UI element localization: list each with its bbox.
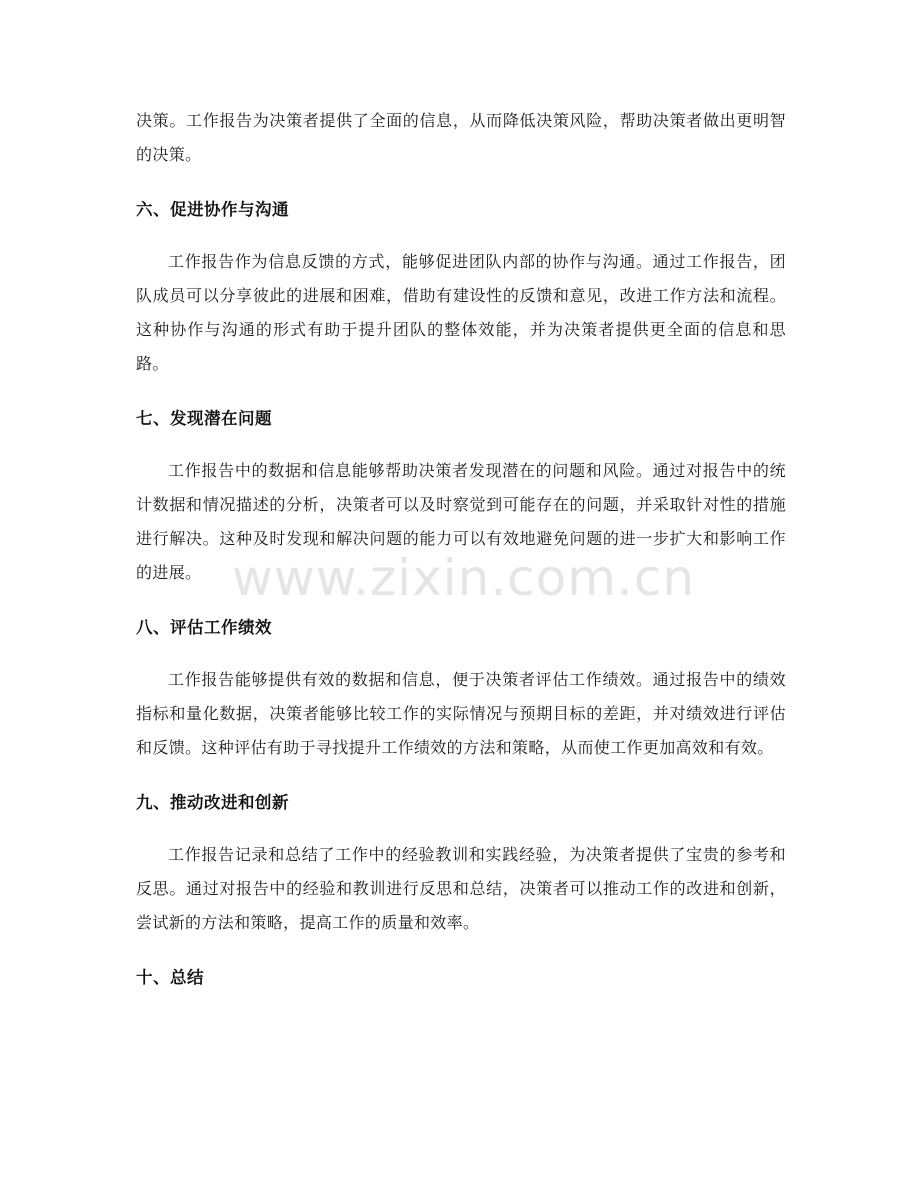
section-paragraph-9: 工作报告记录和总结了工作中的经验教训和实践经验，为决策者提供了宝贵的参考和反思。通过对报告中的经验和教训进行反思和总结，决策者可以推动工作的改进和创新，尝试新的方法和策略，提高工作的质量和效率。	[136, 845, 786, 932]
section-paragraph-6: 工作报告作为信息反馈的方式，能够促进团队内部的协作与沟通。通过工作报告，团队成员可以分享彼此的进展和困难，借助有建设性的反馈和意见，改进工作方法和流程。这种协作与沟通的形式有助于提升团队的整体效能，并为决策者提供更全面的信息和思路。	[136, 252, 786, 373]
section-heading-8: 八、评估工作绩效	[136, 618, 272, 637]
section-heading-9: 九、推动改进和创新	[136, 793, 289, 812]
section-heading-6: 六、促进协作与沟通	[136, 200, 289, 219]
section-paragraph-8: 工作报告能够提供有效的数据和信息，便于决策者评估工作绩效。通过报告中的绩效指标和量化数据，决策者能够比较工作的实际情况与预期目标的差距，并对绩效进行评估和反馈。这种评估有助于寻找提升工作绩效的方法和策略，从而使工作更加高效和有效。	[136, 670, 786, 757]
intro-paragraph: 决策。工作报告为决策者提供了全面的信息，从而降低决策风险，帮助决策者做出更明智的决策。	[136, 111, 786, 164]
watermark-text: www.zixin.com.cn	[232, 549, 696, 607]
section-heading-7: 七、发现潜在问题	[136, 409, 272, 428]
document-body	[136, 104, 786, 995]
section-paragraph-7: 工作报告中的数据和信息能够帮助决策者发现潜在的问题和风险。通过对报告中的统计数据和情况描述的分析，决策者可以及时察觉到可能存在的问题，并采取针对性的措施进行解决。这种及时发现和解决问题的能力可以有效地避免问题的进一步扩大和影响工作的进展。	[136, 461, 786, 582]
section-heading-10: 十、总结	[136, 968, 204, 987]
